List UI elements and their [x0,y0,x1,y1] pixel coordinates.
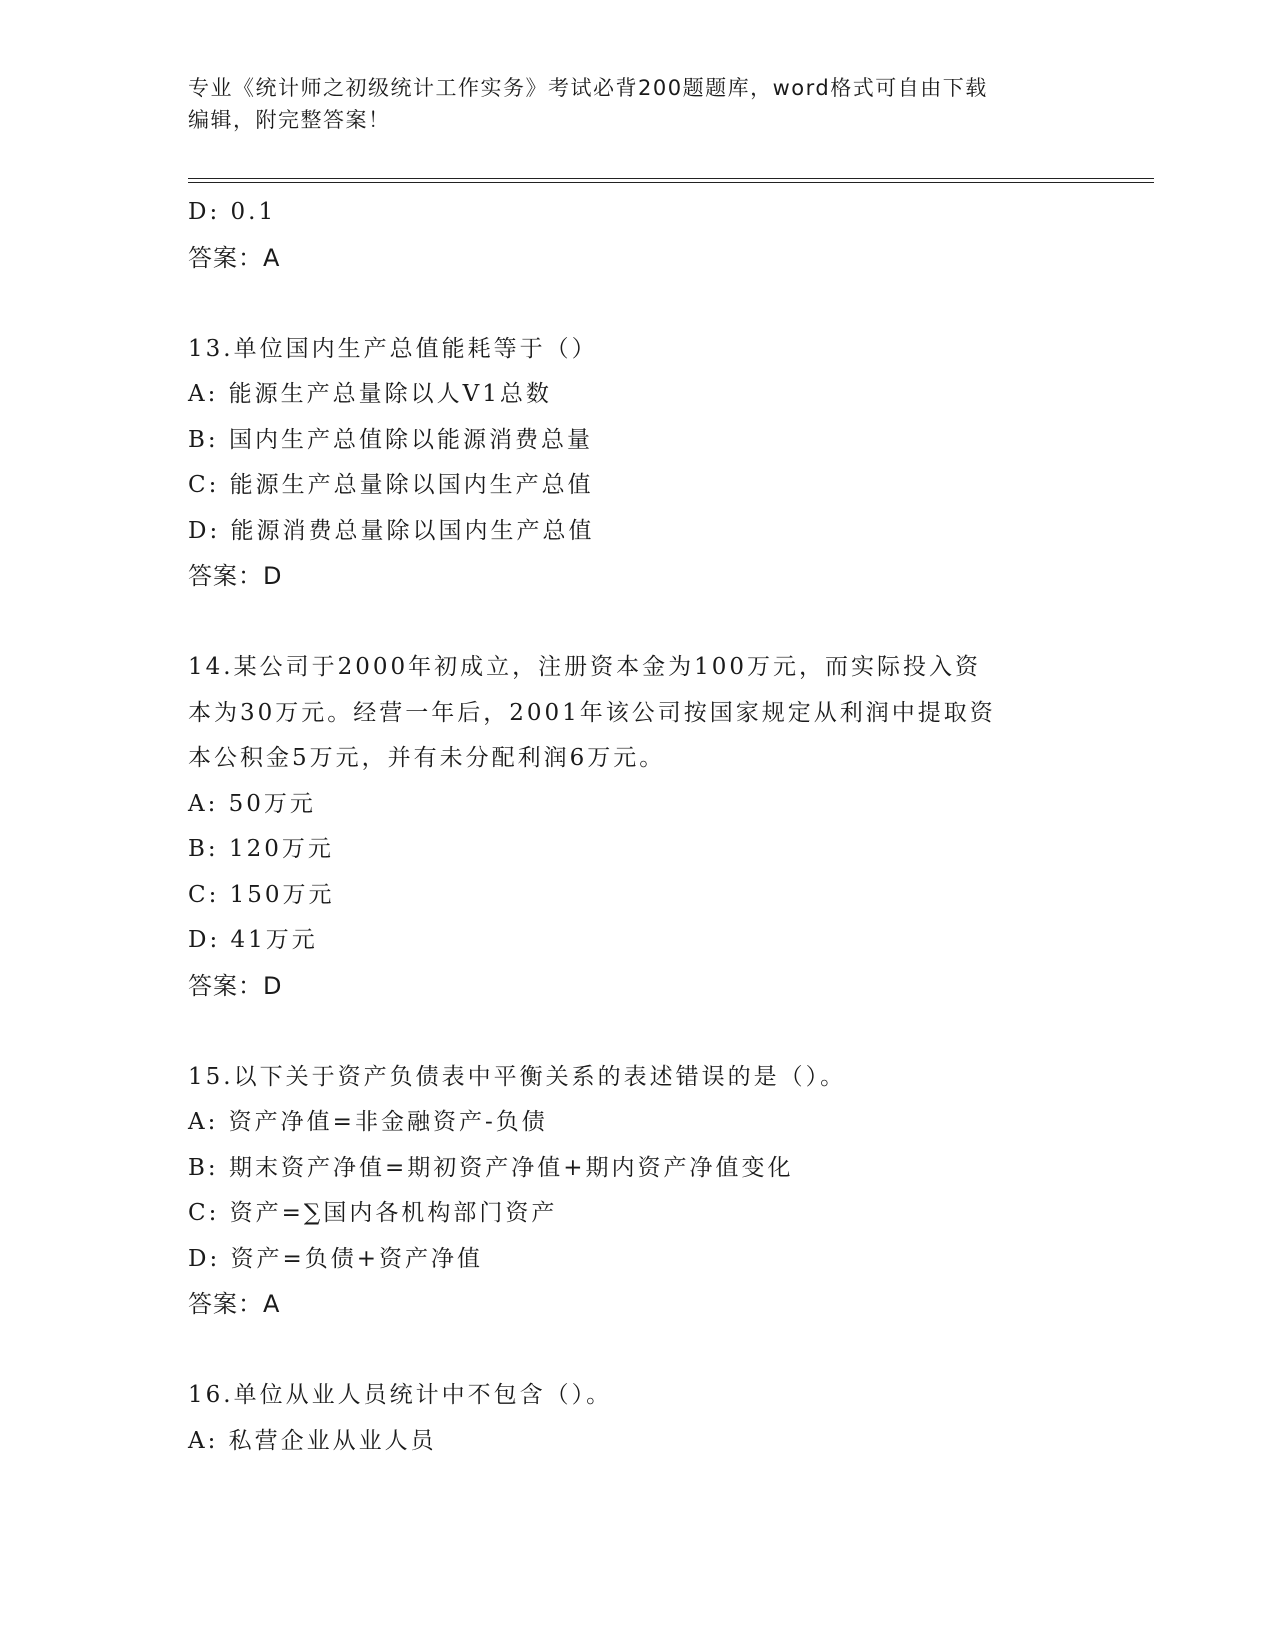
q16-stem: 16.单位从业人员统计中不包含（）。 [188,1382,613,1408]
q13-answer: 答案：D [188,562,283,590]
spacer [188,281,1148,327]
q13-option-c: C: 能源生产总量除以国内生产总值 [188,472,594,498]
q12-option-d: D: 0.1 [188,199,277,225]
q14-option-d: D: 41万元 [188,927,318,953]
q14-option-b: B: 120万元 [188,836,334,862]
header-divider [188,178,1154,183]
q14-stem-line-2: 本为30万元。经营一年后，2001年该公司按国家规定从利润中提取资 [188,699,996,726]
q16-option-a: A: 私营企业从业人员 [188,1427,437,1454]
document-header [188,72,1068,136]
q12-answer: 答案：A [188,243,281,272]
q13-option-b: B: 国内生产总值除以能源消费总量 [188,426,593,453]
q14-option-c: C: 150万元 [188,881,335,908]
q13-option-d: D: 能源消费总量除以国内生产总值 [188,517,595,544]
q15-option-c: C: 资产=∑国内各机构部门资产 [188,1200,558,1226]
q13-stem: 13.单位国内生产总值能耗等于（） [188,335,598,362]
spacer [188,1009,1148,1055]
q15-stem: 15.以下关于资产负债表中平衡关系的表述错误的是（）。 [188,1063,847,1090]
q14-stem-line-1: 14.某公司于2000年初成立，注册资本金为100万元，而实际投入资 [188,654,982,680]
q14-option-a: A: 50万元 [188,790,316,817]
question-14 [188,645,1148,1009]
question-13 [188,327,1148,600]
q15-option-a: A: 资产净值=非金融资产-负债 [188,1109,548,1135]
spacer [188,600,1148,646]
q14-stem-line-3: 本公积金5万元，并有未分配利润6万元。 [188,745,666,771]
question-16 [188,1373,1148,1464]
q15-answer: 答案：A [188,1290,281,1318]
question-15 [188,1055,1148,1328]
header-title-line-2: 编辑，附完整答案！ [188,108,391,132]
spacer [188,1328,1148,1374]
q15-option-d: D: 资产=负债+资产净值 [188,1245,484,1272]
question-content [188,190,1148,1464]
q14-answer: 答案：D [188,971,283,1000]
header-title-line-1: 专业《统计师之初级统计工作实务》考试必背200题题库，word格式可自由下载 [188,76,988,100]
q15-option-b: B: 期末资产净值=期初资产净值+期内资产净值变化 [188,1154,794,1181]
q13-option-a: A: 能源生产总量除以人V1总数 [188,381,552,407]
